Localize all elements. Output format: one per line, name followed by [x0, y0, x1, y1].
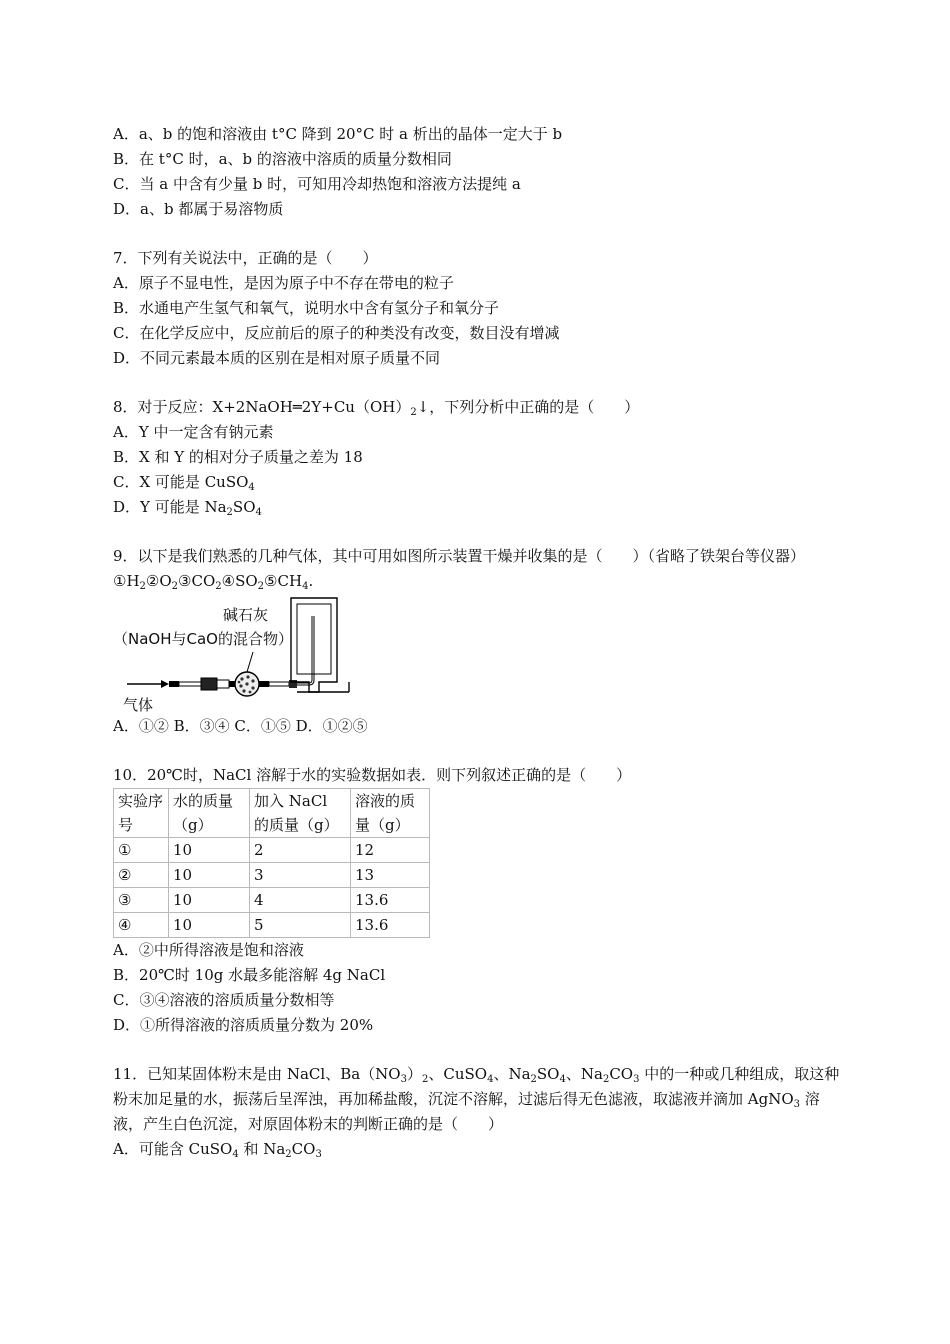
q7-stem: 7．下列有关说法中，正确的是（ ）: [113, 249, 378, 267]
q10-option-a: A．②中所得溶液是饱和溶液: [113, 941, 304, 959]
q6-option-d: D．a、b 都属于易溶物质: [113, 200, 284, 218]
q9-stem: 9．以下是我们熟悉的几种气体，其中可用如图所示装置干燥并收集的是（ ）（省略了铁架台等仪器）: [113, 547, 806, 565]
header-cell: 加入 NaCl 的质量（g）: [250, 789, 351, 838]
table-row: [114, 888, 430, 913]
q8-option-a: A．Y 中一定含有钠元素: [113, 423, 274, 441]
table-cell: 4: [250, 888, 351, 913]
table-cell: ④: [114, 913, 169, 938]
header-cell: 水的质量（g）: [169, 789, 250, 838]
q6-option-a: A．a、b 的饱和溶液由 t°C 降到 20°C 时 a 析出的晶体一定大于 b: [113, 125, 563, 143]
q8-stem: 8．对于反应：$X+2NaOH═2Y+Cu(OH)_2↓$，下列分析中正确的是（ ）: [113, 398, 640, 418]
header-cell: 溶液的质量（g）: [351, 789, 430, 838]
q7-option-c: C．在化学反应中，反应前后的原子的种类没有改变，数目没有增减: [113, 324, 560, 342]
q11-option-a: A．可能含 CuSO$_4$ 和 $Na_2CO_3$: [113, 1140, 322, 1160]
figure-label-gas: 气体: [123, 696, 154, 714]
table-cell: 3: [250, 863, 351, 888]
table-cell: ③: [114, 888, 169, 913]
table-cell: 10: [169, 888, 250, 913]
q7-option-b: B．水通电产生氢气和氧气，说明水中含有氢分子和氧分子: [113, 299, 500, 317]
apparatus-drawing: [113, 596, 353, 714]
q10-option-d: D．①所得溶液的溶质质量分数为 20%: [113, 1016, 374, 1034]
table-cell: 5: [250, 913, 351, 938]
q11-stem: 11．已知某固体粉末是由 NaCl、$Ba(NO_3)_2$、CuSO$_4$、$Na_2SO_4$、$Na_2CO_3$ 中的一种或几种组成，取这种粉末加足量的水，振荡后呈浑浊，再加稀盐酸，沉淀不溶解，过滤后得无色滤液，取滤液并滴加 AgNO$_3$ 溶液，产生白色沉淀，对原固体粉末的判断正确的是（ ）: [113, 1065, 840, 1133]
q8-option-d: D．Y 可能是 $Na_2SO_4$: [113, 498, 262, 518]
q7-option-a: A．原子不显电性，是因为原子中不存在带电的粒子: [113, 274, 454, 292]
table-cell: ②: [114, 863, 169, 888]
table-cell: 12: [351, 838, 430, 863]
table-cell: 13: [351, 863, 430, 888]
header-cell: 实验序号: [114, 789, 169, 838]
drying-apparatus-figure: [113, 596, 353, 714]
table-cell: 10: [169, 863, 250, 888]
q8-option-c: C．X 可能是 CuSO$_4$: [113, 473, 255, 493]
figure-label-mixture: （NaOH与CaO的混合物）: [113, 630, 293, 648]
q7-option-d: D．不同元素最本质的区别在是相对原子质量不同: [113, 349, 441, 367]
table-cell: 10: [169, 838, 250, 863]
q6-option-c: C．当 a 中含有少量 b 时，可知用冷却热饱和溶液方法提纯 a: [113, 175, 521, 193]
table-row: [114, 863, 430, 888]
exam-page: [113, 122, 843, 1162]
q6-option-b: B．在 t°C 时，a、b 的溶液中溶质的质量分数相同: [113, 150, 452, 168]
q9-options: A．①② B．③④ C．①⑤ D．①②⑤: [113, 717, 368, 735]
q10-option-c: C．③④溶液的溶质质量分数相等: [113, 991, 335, 1009]
q8-option-b: B．X 和 Y 的相对分子质量之差为 18: [113, 448, 363, 466]
table-cell: ①: [114, 838, 169, 863]
q10-stem: 10．20℃时，NaCl 溶解于水的实验数据如表．则下列叙述正确的是（ ）: [113, 766, 632, 784]
table-cell: 2: [250, 838, 351, 863]
nacl-data-table: [113, 788, 430, 938]
table-header-row: [114, 789, 430, 838]
table-cell: 13.6: [351, 913, 430, 938]
table-cell: 13.6: [351, 888, 430, 913]
table-row: [114, 838, 430, 863]
figure-label-soda-lime: 碱石灰: [223, 606, 269, 624]
table-row: [114, 913, 430, 938]
table-cell: 10: [169, 913, 250, 938]
q10-option-b: B．20℃时 10g 水最多能溶解 4g NaCl: [113, 966, 386, 984]
q9-gas-list: $①H_2②O_2③CO_2④SO_2⑤CH_4$.: [113, 572, 314, 592]
